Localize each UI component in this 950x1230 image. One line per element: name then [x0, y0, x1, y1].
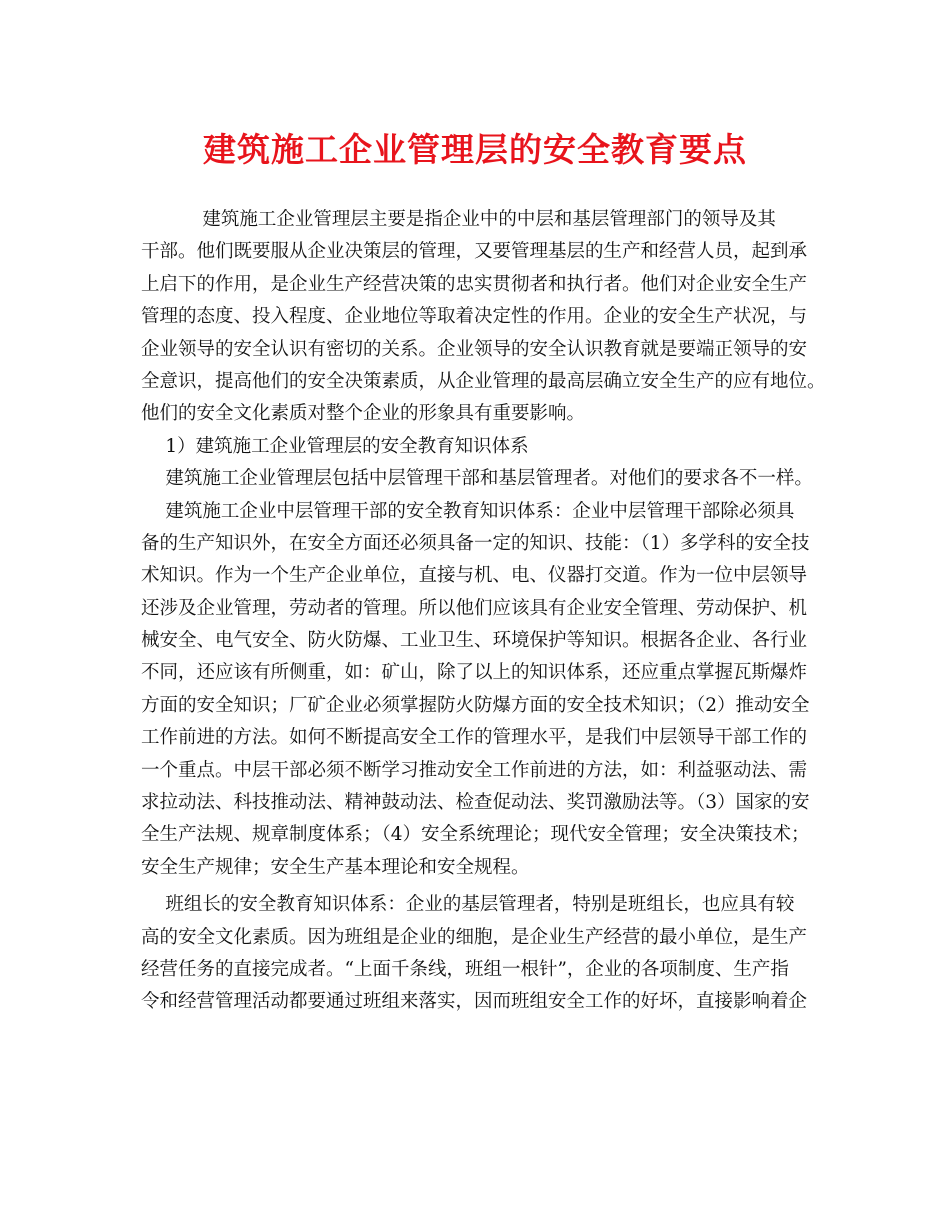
paragraph-line: 不同，还应该有所侧重，如：矿山，除了以上的知识体系，还应重点掌握瓦斯爆炸 — [141, 662, 808, 684]
paragraph-line: 管理的态度、投入程度、企业地位等取着决定性的作用。企业的安全生产状况，与 — [141, 306, 808, 328]
paragraph-line: 他们的安全文化素质对整个企业的形象具有重要影响。 — [141, 403, 586, 425]
paragraph-line: 还涉及企业管理，劳动者的管理。所以他们应该具有企业安全管理、劳动保护、机 — [141, 597, 808, 619]
paragraph-line: 班组长的安全教育知识体系：企业的基层管理者，特别是班组长，也应具有较 — [141, 894, 795, 916]
paragraph-line: 干部。他们既要服从企业决策层的管理，又要管理基层的生产和经营人员，起到承 — [141, 241, 808, 263]
paragraph-line: 经营任务的直接完成者。“上面千条线，班组一根针”，企业的各项制度、生产指 — [141, 958, 789, 980]
paragraph-line: 全意识，提高他们的安全决策素质，从企业管理的最高层确立安全生产的应有地位。 — [141, 370, 826, 392]
paragraph-line: 一个重点。中层干部必须不断学习推动安全工作前进的方法，如：利益驱动法、需 — [141, 759, 808, 781]
paragraph-line: 高的安全文化素质。因为班组是企业的细胞，是企业生产经营的最小单位，是生产 — [141, 926, 808, 948]
paragraph-line: 建筑施工企业管理层主要是指企业中的中层和基层管理部门的领导及其 — [141, 209, 776, 230]
paragraph-line: 备的生产知识外，在安全方面还必须具备一定的知识、技能：（1）多学科的安全技 — [141, 532, 810, 554]
paragraph-line: 工作前进的方法。如何不断提高安全工作的管理水平，是我们中层领导干部工作的 — [141, 727, 808, 749]
paragraph-line: 械安全、电气安全、防火防爆、工业卫生、环境保护等知识。根据各企业、各行业 — [141, 630, 808, 652]
paragraph-line: 术知识。作为一个生产企业单位，直接与机、电、仪器打交道。作为一位中层领导 — [141, 565, 808, 587]
paragraph-line: 建筑施工企业管理层包括中层管理干部和基层管理者。对他们的要求各不一样。 — [141, 468, 813, 490]
paragraph-line: 企业领导的安全认识有密切的关系。企业领导的安全认识教育就是要端正领导的安 — [141, 338, 808, 360]
paragraph-line: 求拉动法、科技推动法、精神鼓动法、检查促动法、奖罚激励法等。（3）国家的安 — [141, 792, 810, 814]
section-heading: 1）建筑施工企业管理层的安全教育知识体系 — [141, 435, 529, 457]
paragraph-line: 方面的安全知识；厂矿企业必须掌握防火防爆方面的安全技术知识；（2）推动安全 — [141, 694, 810, 716]
document-title: 建筑施工企业管理层的安全教育要点 — [203, 130, 747, 169]
paragraph-line: 建筑施工企业中层管理干部的安全教育知识体系：企业中层管理干部除必须具 — [141, 500, 795, 522]
document-body — [141, 204, 826, 1019]
paragraph-line: 令和经营管理活动都要通过班组来落实，因而班组安全工作的好坏，直接影响着企 — [141, 991, 808, 1013]
paragraph-line: 安全生产规律；安全生产基本理论和安全规程。 — [141, 856, 530, 878]
paragraph-line: 全生产法规、规章制度体系；（4）安全系统理论；现代安全管理；安全决策技术； — [141, 824, 810, 846]
paragraph-line: 上启下的作用，是企业生产经营决策的忠实贯彻者和执行者。他们对企业安全生产 — [141, 273, 808, 295]
